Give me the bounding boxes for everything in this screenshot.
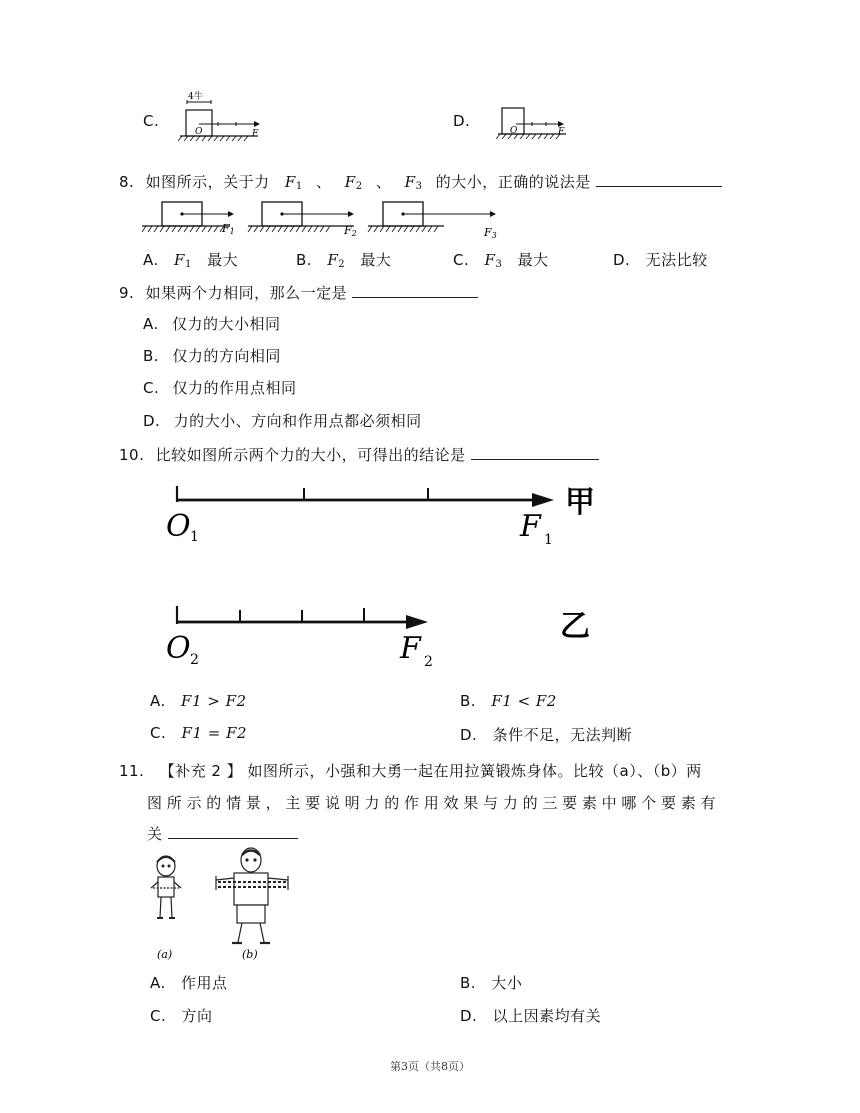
q8-stem-post: 的大小，正确的说法是: [435, 173, 591, 191]
q8-figure: [140, 198, 530, 240]
q11-option-a-text: 作用点: [181, 974, 228, 992]
q7-d-force-label: F: [558, 127, 565, 137]
q7-option-d-key: D.: [453, 112, 471, 130]
q11-stem-line-1: [119, 760, 702, 781]
q9-option-c-key: C.: [143, 379, 160, 397]
q7-c-force-label: F: [252, 129, 259, 139]
q8-option-a[interactable]: [143, 249, 238, 270]
q10-stem-text: 比较如图所示两个力的大小，可得出的结论是: [155, 446, 466, 464]
q9-answer-blank[interactable]: [352, 283, 478, 298]
q11-option-a[interactable]: [150, 972, 228, 993]
q9-option-d-text: 力的大小、方向和作用点都必须相同: [173, 412, 422, 430]
q8-stem-pre: 如图所示，关于力: [145, 173, 270, 191]
q10-label-o1: O: [166, 509, 191, 544]
q7-c-origin: O: [195, 127, 203, 137]
q10-option-b[interactable]: [460, 692, 557, 710]
q11-figure-b: [216, 848, 288, 943]
q9-option-a-text: 仅力的大小相同: [172, 315, 281, 333]
q10-label-f1-sub: 1: [544, 532, 553, 548]
q9-stem: [119, 282, 478, 303]
q11-option-d-key: D.: [460, 1007, 478, 1025]
q9-option-b-text: 仅力的方向相同: [172, 347, 281, 365]
q10-label-f2-sub: 2: [424, 654, 433, 670]
q10-option-b-key: B.: [460, 692, 477, 710]
q9-option-b-key: B.: [143, 347, 160, 365]
q8-option-d[interactable]: [613, 249, 708, 270]
q11-option-b[interactable]: [460, 972, 522, 993]
q10-option-d-text: 条件不足，无法判断: [492, 726, 633, 744]
q8-force-2: $F_2$: [344, 173, 363, 192]
q10-option-a-text: F1 > F2: [181, 692, 247, 710]
q11-option-b-key: B.: [460, 974, 477, 992]
q8-option-c-key: C.: [453, 251, 470, 269]
q8-option-d-key: D.: [613, 251, 631, 269]
q8-option-d-text: 无法比较: [645, 251, 708, 269]
q8-number: 8.: [119, 173, 135, 191]
q11-tag: 【补充 2 】: [159, 762, 243, 780]
q8-sep-2: 、: [375, 173, 392, 191]
q8-option-b-text: 最大: [360, 251, 392, 269]
q8-sep-1: 、: [315, 173, 332, 191]
q8-option-a-key: A.: [143, 251, 159, 269]
q10-answer-blank[interactable]: [471, 445, 599, 460]
q11-line3: 关: [147, 825, 163, 843]
q9-option-d-key: D.: [143, 412, 161, 430]
q10-option-d[interactable]: [460, 724, 632, 745]
q10-option-c[interactable]: [150, 724, 247, 742]
q8-force-3: $F_3$: [404, 173, 423, 192]
q10-option-c-key: C.: [150, 724, 167, 742]
q8-option-a-force: $F_1$: [174, 251, 192, 270]
q9-option-d[interactable]: [143, 410, 422, 431]
q9-option-b[interactable]: [143, 345, 281, 366]
q10-number: 10.: [119, 446, 145, 464]
q10-stem: [119, 444, 599, 465]
q11-figure-a: [151, 856, 181, 918]
q9-option-c-text: 仅力的作用点相同: [172, 379, 297, 397]
q11-option-b-text: 大小: [491, 974, 523, 992]
q10-label-o2-sub: 2: [190, 652, 199, 668]
q9-option-a[interactable]: [143, 313, 281, 334]
q9-number: 9.: [119, 284, 135, 302]
q11-option-c[interactable]: [150, 1005, 213, 1026]
q8-fig-label-1: F1: [222, 222, 235, 236]
q10-label-jia: 甲: [565, 485, 595, 520]
q8-answer-blank[interactable]: [596, 172, 722, 187]
q8-force-1: $F_1$: [284, 173, 303, 192]
q7-c-box-label: 4牛: [188, 92, 203, 102]
q11-line1: 如图所示，小强和大勇一起在用拉簧锻炼身体。比较（a）、（b）两: [247, 762, 702, 780]
q7-d-origin: O: [510, 126, 518, 136]
q7-figure-d: [496, 104, 576, 144]
q11-option-d[interactable]: [460, 1005, 601, 1026]
q8-option-c-force: $F_3$: [484, 251, 503, 270]
q9-option-c[interactable]: [143, 377, 297, 398]
q7-figure-c: [178, 88, 288, 146]
q10-option-b-text: F1 < F2: [491, 692, 557, 710]
q11-figure-b-label: (b): [242, 948, 258, 961]
q10-label-f1: F: [520, 509, 541, 544]
q7-option-c-key: C.: [143, 112, 160, 130]
q11-figure-a-label: (a): [157, 948, 173, 961]
q11-option-d-text: 以上因素均有关: [492, 1007, 602, 1025]
q9-stem-text: 如果两个力相同，那么一定是: [145, 284, 348, 302]
q9-option-a-key: A.: [143, 315, 159, 333]
q8-option-a-text: 最大: [207, 251, 239, 269]
q11-answer-blank[interactable]: [168, 824, 298, 839]
q10-option-d-key: D.: [460, 726, 478, 744]
q8-fig-label-2: F2: [344, 224, 357, 238]
q10-option-a[interactable]: [150, 692, 247, 710]
q8-option-b-key: B.: [296, 251, 313, 269]
q10-option-a-key: A.: [150, 692, 166, 710]
q11-option-c-text: 方向: [181, 1007, 213, 1025]
q8-option-c-text: 最大: [517, 251, 549, 269]
q11-option-c-key: C.: [150, 1007, 167, 1025]
q10-label-yi: 乙: [560, 609, 590, 644]
q10-label-o1-sub: 1: [190, 529, 199, 545]
q8-option-b[interactable]: [296, 249, 391, 270]
q8-option-c[interactable]: [453, 249, 549, 270]
q8-option-b-force: $F_2$: [327, 251, 346, 270]
q8-fig-label-3: F3: [484, 226, 497, 240]
q11-figure: [146, 846, 311, 962]
q11-option-a-key: A.: [150, 974, 166, 992]
q10-figure: [160, 478, 620, 678]
q8-stem: [119, 171, 722, 192]
page-footer: 第3页（共8页）: [390, 1060, 470, 1073]
q10-label-o2: O: [166, 631, 191, 666]
q11-stem-line-2: 图 所 示 的 情 景 ， 主 要 说 明 力 的 作 用 效 果 与 力 的 三 要 素 中 哪 个 要 素 有: [147, 794, 716, 812]
q10-option-c-text: F1 = F2: [181, 724, 248, 742]
q11-number: 11.: [119, 762, 145, 780]
q10-label-f2: F: [400, 631, 421, 666]
q11-stem-line-3: [147, 823, 298, 844]
